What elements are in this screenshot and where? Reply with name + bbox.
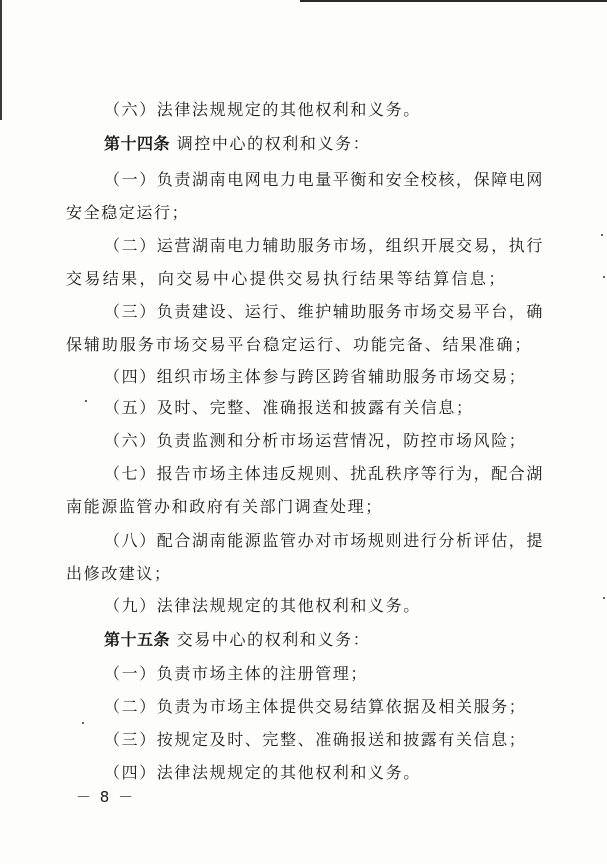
art14-item-8-line1: （八）配合湖南能源监管办对市场规则进行分析评估，提 xyxy=(104,531,545,550)
art14-item-6: （六）负责监测和分析市场运营情况，防控市场风险； xyxy=(104,431,527,450)
art15-item-2: （二）负责为市场主体提供交易结算依据及相关服务； xyxy=(104,697,527,716)
art14-item-3-line2: 保辅助服务市场交易平台稳定运行、功能完备、结果准确； xyxy=(66,335,532,354)
art14-item-3-line1: （三）负责建设、运行、维护辅助服务市场交易平台，确 xyxy=(104,302,545,321)
art14-item-7-line2: 南能源监管办和政府有关部门调查处理； xyxy=(66,497,383,516)
scan-speck xyxy=(82,722,84,724)
scan-edge-left xyxy=(0,0,2,120)
article-14-title: 调控中心的权利和义务： xyxy=(176,134,371,153)
article-15-title: 交易中心的权利和义务： xyxy=(176,630,371,649)
art14-item-4: （四）组织市场主体参与跨区跨省辅助服务市场交易； xyxy=(104,367,527,386)
art14-item-8-line2: 出修改建议； xyxy=(66,564,172,583)
scan-edge-top xyxy=(300,0,607,2)
art14-item-1-line1: （一）负责湖南电网电力电量平衡和安全校核，保障电网 xyxy=(104,170,545,189)
art14-item-2-line2: 交易结果，向交易中心提供交易执行结果等结算信息； xyxy=(66,269,506,288)
art15-item-3: （三）按规定及时、完整、准确报送和披露有关信息； xyxy=(104,730,527,749)
item-6-rights: （六）法律法规规定的其他权利和义务。 xyxy=(104,100,421,119)
art14-item-5: （五）及时、完整、准确报送和披露有关信息； xyxy=(104,398,474,417)
art14-item-1-line2: 安全稳定运行； xyxy=(66,203,190,222)
article-15-number: 第十五条 xyxy=(104,630,171,649)
scan-speck xyxy=(601,234,603,236)
scan-speck xyxy=(603,276,605,278)
art15-item-1: （一）负责市场主体的注册管理； xyxy=(104,664,369,683)
article-14-number: 第十四条 xyxy=(104,134,171,153)
art15-item-4: （四）法律法规规定的其他权利和义务。 xyxy=(104,763,421,782)
art14-item-7-line1: （七）报告市场主体违反规则、扰乱秩序等行为，配合湖 xyxy=(104,464,545,483)
page-number: － 8 － xyxy=(76,788,136,806)
art14-item-2-line1: （二）运营湖南电力辅助服务市场，组织开展交易，执行 xyxy=(104,236,545,255)
scan-speck xyxy=(603,597,605,599)
article-14-heading xyxy=(104,134,370,154)
art14-item-9: （九）法律法规规定的其他权利和义务。 xyxy=(104,596,421,615)
scan-speck xyxy=(85,400,87,402)
article-15-heading xyxy=(104,630,370,650)
